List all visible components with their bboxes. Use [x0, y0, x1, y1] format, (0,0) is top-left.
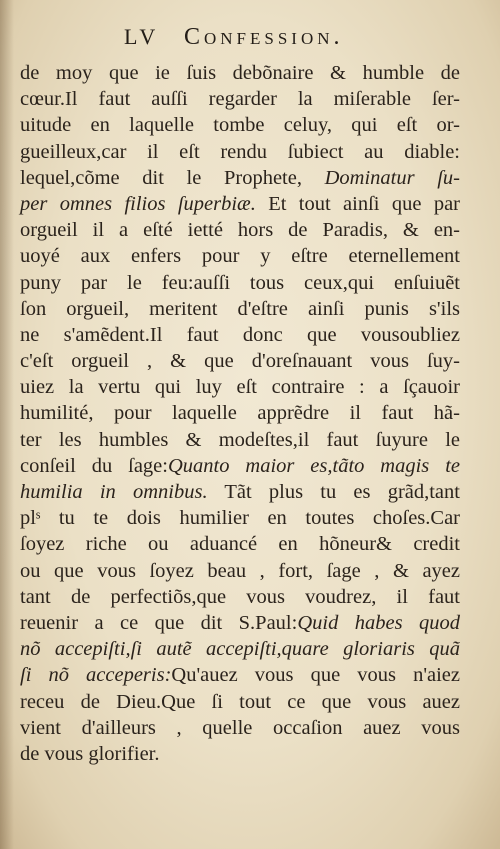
text-segment: ou que vous ſoyez beau , fort, ſage , & ayez	[20, 559, 460, 582]
text-line	[20, 60, 460, 86]
text-line	[20, 112, 460, 138]
running-title: Confession.	[184, 24, 344, 50]
text-segment: uitude en laquelle tombe celuy, qui eſt or-	[20, 114, 460, 137]
text-segment: lequel,cõme dit le Prophete,	[20, 166, 325, 189]
text-segment: cœur.Il faut auſſi regarder la miſerable ſer-	[20, 88, 460, 111]
text-line	[20, 636, 460, 662]
folio-number: LV	[124, 24, 160, 49]
text-segment: c'eſt orgueil , & que d'oreſnauant vous ſuy-	[20, 350, 460, 373]
text-line	[20, 558, 460, 584]
text-line	[20, 243, 460, 269]
text-line	[20, 531, 460, 557]
text-segment: de vous glorifier.	[20, 742, 160, 765]
text-segment: humilité, pour laquelle apprẽdre il faut hã-	[20, 402, 460, 425]
text-segment: plˢ tu te dois humilier en toutes choſes.Car	[20, 507, 460, 530]
gutter-shadow	[0, 0, 14, 849]
text-segment: vient d'ailleurs , quelle occaſion auez vous	[20, 716, 460, 739]
text-segment: Tãt plus tu es grãd,tant	[207, 481, 460, 503]
text-line	[20, 584, 460, 610]
text-segment: orgueil il a eſté ietté hors de Paradis, & en-	[20, 219, 460, 242]
text-segment: ne s'amẽdent.Il faut donc que vousoubliez	[20, 323, 460, 346]
text-segment: reuenir a ce que dit S.Paul:	[20, 611, 298, 634]
text-line	[20, 689, 460, 715]
text-line	[20, 610, 460, 636]
text-line	[20, 191, 460, 217]
text-line	[20, 139, 460, 165]
text-segment: uoyé aux enfers pour y eſtre eternellement	[20, 245, 460, 268]
text-segment: puny par le feu:auſſi tous ceux,qui enſuiuẽt	[20, 271, 460, 294]
text-line	[20, 427, 460, 453]
running-header	[0, 24, 500, 54]
text-line	[20, 715, 460, 741]
body-text	[20, 60, 460, 767]
latin-quotation: Dominatur ſu-	[324, 166, 460, 189]
text-line	[20, 662, 460, 688]
text-line	[20, 86, 460, 112]
text-segment: ter les humbles & modeſtes,il faut ſuyure le	[20, 428, 460, 451]
latin-quotation: humilia in omnibus.	[20, 481, 208, 503]
latin-quotation: ſi nõ acceperis:	[20, 664, 172, 687]
text-segment: Qu'auez vous que vous n'aiez	[171, 664, 460, 687]
text-line	[20, 505, 460, 531]
text-segment: conſeil du ſage:	[20, 454, 168, 477]
text-line	[20, 270, 460, 296]
text-segment: Et tout ainſi que par	[255, 192, 460, 215]
text-segment: receu de Dieu.Que ſi tout ce que vous auez	[20, 690, 460, 713]
text-line	[20, 165, 460, 191]
text-line	[20, 374, 460, 400]
text-line	[20, 348, 460, 374]
text-segment: tant de perfectiõs,que vous voudrez, il faut	[20, 585, 460, 608]
text-line	[20, 453, 460, 479]
latin-quotation: nõ accepiſti,ſi autẽ accepiſti,quare gloriaris quã	[20, 638, 460, 661]
latin-quotation: per omnes filios ſuperbiæ.	[20, 192, 256, 215]
text-segment: uiez la vertu qui luy eſt contraire : a ſçauoir	[20, 376, 460, 399]
text-segment: ſon orgueil, meritent d'eſtre ainſi punis s'ils	[20, 297, 460, 320]
latin-quotation: Quid habes quod	[297, 611, 460, 634]
text-line	[20, 217, 460, 243]
text-line	[20, 296, 460, 322]
text-line	[20, 400, 460, 426]
latin-quotation: Quanto maior es,tãto magis te	[167, 454, 460, 477]
text-segment: de moy que ie ſuis debõnaire & humble de	[20, 62, 460, 84]
text-line	[20, 479, 460, 505]
text-segment: ſoyez riche ou aduancé en hõneur& credit	[20, 533, 460, 556]
text-line	[20, 322, 460, 348]
text-segment: gueilleux,car il eſt rendu ſubiect au diable:	[20, 140, 460, 163]
text-line	[20, 741, 460, 767]
